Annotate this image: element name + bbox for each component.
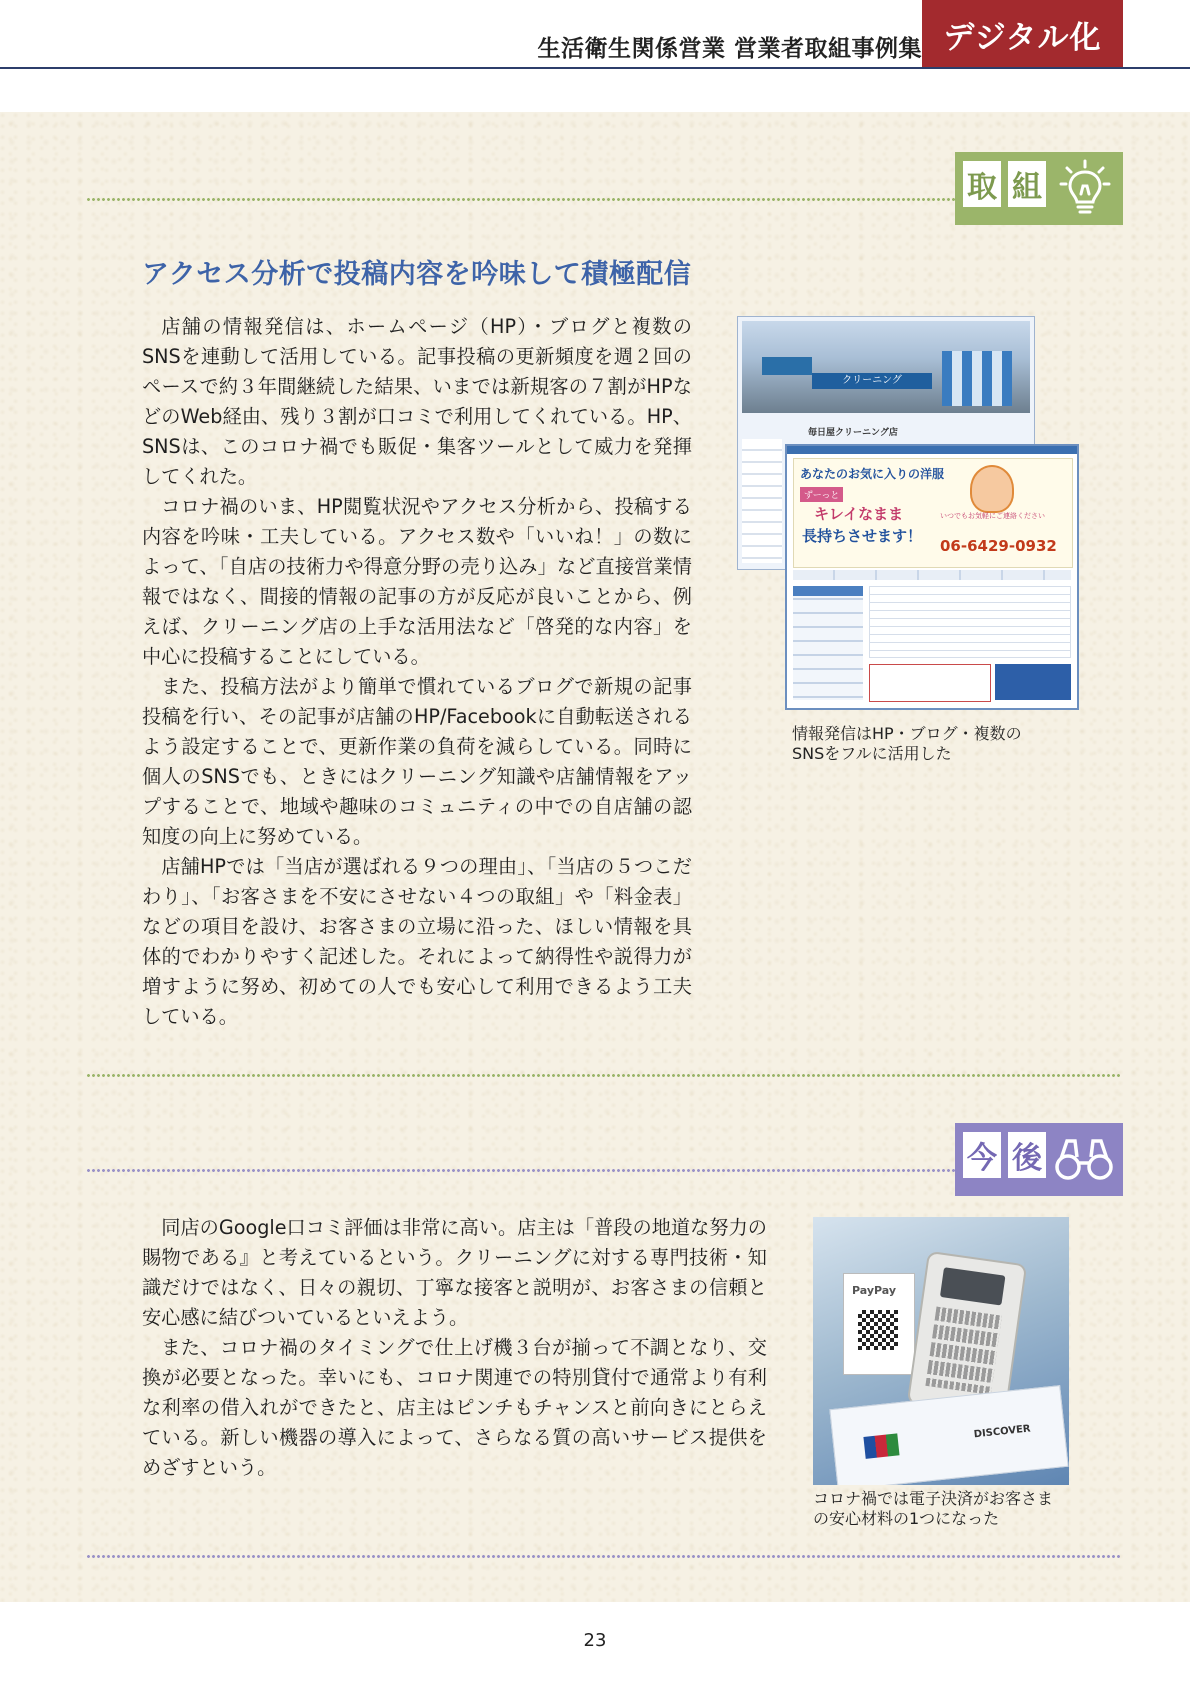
shop-sign: クリーニング <box>812 373 932 389</box>
hp-screenshot-front <box>785 444 1079 710</box>
terminal-screen <box>940 1267 1006 1305</box>
action-section-rule <box>86 197 956 202</box>
banner-flags <box>942 351 1012 406</box>
nav-bar <box>793 570 1071 580</box>
mascot-avatar <box>970 465 1014 513</box>
banner-small: ずーっと <box>800 487 843 502</box>
action-kanji-1: 取 <box>963 161 1001 207</box>
future-caption-line-1: コロナ禍では電子決済がお客さま <box>813 1489 1054 1508</box>
awning <box>762 357 812 375</box>
jcb-logo <box>863 1433 899 1458</box>
banner-line-2: 長持ちさせます！ <box>802 527 923 545</box>
header-divider <box>0 67 1190 69</box>
banner-title: あなたのお気に入りの洋服 <box>800 467 945 481</box>
action-kanji-2: 組 <box>1008 161 1046 207</box>
action-paragraph-4: 店舗HPでは「当店が選ばれる９つの理由」、「当店の５つこだわり」、「お客さまを不安にさせない４つの取組」や「料金表」などの項目を設け、お客さまの立場に沿った、ほしい情報を具体的でわかりやすく記述した。それによって納得性や説得力が増すように努め、初めての人でも安心して利用できるよう工夫している。 <box>142 855 692 1028</box>
qr-code-icon <box>858 1310 898 1350</box>
category-tab: デジタル化 <box>922 0 1123 68</box>
future-paragraph-1: 同店のGoogle口コミ評価は非常に高い。店主は「普段の地道な努力の賜物である』と考えているという。クリーニングに対する専門技術・知識だけではなく、日々の親切、丁寧な接客と説明が、お客さまの信頼と安心感に結びついているといえよう。 <box>142 1216 767 1329</box>
left-nav-header <box>793 586 863 596</box>
top-strip <box>787 446 1077 454</box>
page-header <box>0 0 1190 70</box>
hero-banner <box>793 458 1073 568</box>
paypay-stand <box>843 1273 915 1375</box>
paypay-label: PayPay <box>852 1284 897 1297</box>
storefront-photo <box>742 321 1030 413</box>
future-paragraph-2: また、コロナ禍のタイミングで仕上げ機３台が揃って不調となり、交換が必要となった。幸いにも、コロナ関連での特別貸付で通常より有利な利率の借入れができたと、店主はピンチもチャンスと前向きにとらえている。新しい機器の導入によって、さらなる質の高いサービス提供をめざすという。 <box>142 1336 767 1479</box>
document-title: 生活衛生関係営業 営業者取組事例集 <box>537 36 922 62</box>
action-headline: アクセス分析で投稿内容を吟味して積極配信 <box>142 259 692 290</box>
card-logos-sheet <box>829 1385 1068 1485</box>
discover-logo: DISCOVER <box>973 1423 1032 1441</box>
future-body <box>142 1213 767 1483</box>
banner-note: いつでもお気軽にご連絡ください <box>940 512 1045 520</box>
action-body <box>142 312 692 1032</box>
phone-box <box>995 664 1071 700</box>
action-caption-line-1: 情報発信はHP・ブログ・複数の <box>792 724 1022 743</box>
action-section-end-rule <box>86 1073 1122 1078</box>
banner-line-1: キレイなまま <box>814 505 904 523</box>
left-nav <box>793 586 863 700</box>
website-screenshot-figure <box>737 316 1077 711</box>
future-kanji-1: 今 <box>963 1132 1001 1178</box>
footer-box <box>869 664 991 702</box>
site-name-label: 毎日屋クリーニング店 <box>808 428 898 438</box>
action-label-box <box>955 152 1123 225</box>
terminal-keypad <box>925 1306 1001 1394</box>
action-figure-caption <box>792 724 1052 764</box>
future-section-end-rule <box>86 1554 1122 1559</box>
binoculars-icon <box>1053 1129 1115 1189</box>
future-caption-line-2: の安心材料の1つになった <box>813 1509 1000 1528</box>
lightbulb-icon <box>1055 158 1115 218</box>
future-kanji-2: 後 <box>1008 1132 1046 1178</box>
action-paragraph-1: 店舗の情報発信は、ホームページ（HP）・ブログと複数のSNSを連動して活用している。記事投稿の更新頻度を週２回のペースで約３年間継続した結果、いまでは新規客の７割がHPなどのWeb経由、残り３割が口コミで利用してくれている。HP、SNSは、このコロナ禍でも販促・集客ツールとして威力を発揮してくれた。 <box>142 315 692 488</box>
future-figure-caption <box>813 1489 1083 1529</box>
side-menu <box>742 439 782 563</box>
payment-terminal-photo <box>813 1217 1069 1485</box>
action-paragraph-3: また、投稿方法がより簡単で慣れているブログで新規の記事投稿を行い、その記事が店舗のHP/Facebookに自動転送されるよう設定することで、更新作業の負荷を減らしている。同時に個人のSNSでも、ときにはクリーニング知識や店舗情報をアップすることで、地域や趣味のコミュニティの中での自店舗の認知度の向上に努めている。 <box>142 675 692 848</box>
action-caption-line-2: SNSをフルに活用した <box>792 744 952 763</box>
future-section-rule <box>86 1168 956 1173</box>
future-label-box <box>955 1123 1123 1196</box>
banner-phone: 06-6429-0932 <box>940 537 1057 555</box>
page-number: 23 <box>583 1630 607 1651</box>
news-list <box>869 586 1071 658</box>
action-paragraph-2: コロナ禍のいま、HP閲覧状況やアクセス分析から、投稿する内容を吟味・工夫している。アクセス数や「いいね！」の数によって、「自店の技術力や得意分野の売り込み」など直接営業情報ではなく、間接的情報の記事の方が反応が良いことから、例えば、クリーニング店の上手な活用法など「啓発的な内容」を中心に投稿することにしている。 <box>142 495 692 668</box>
